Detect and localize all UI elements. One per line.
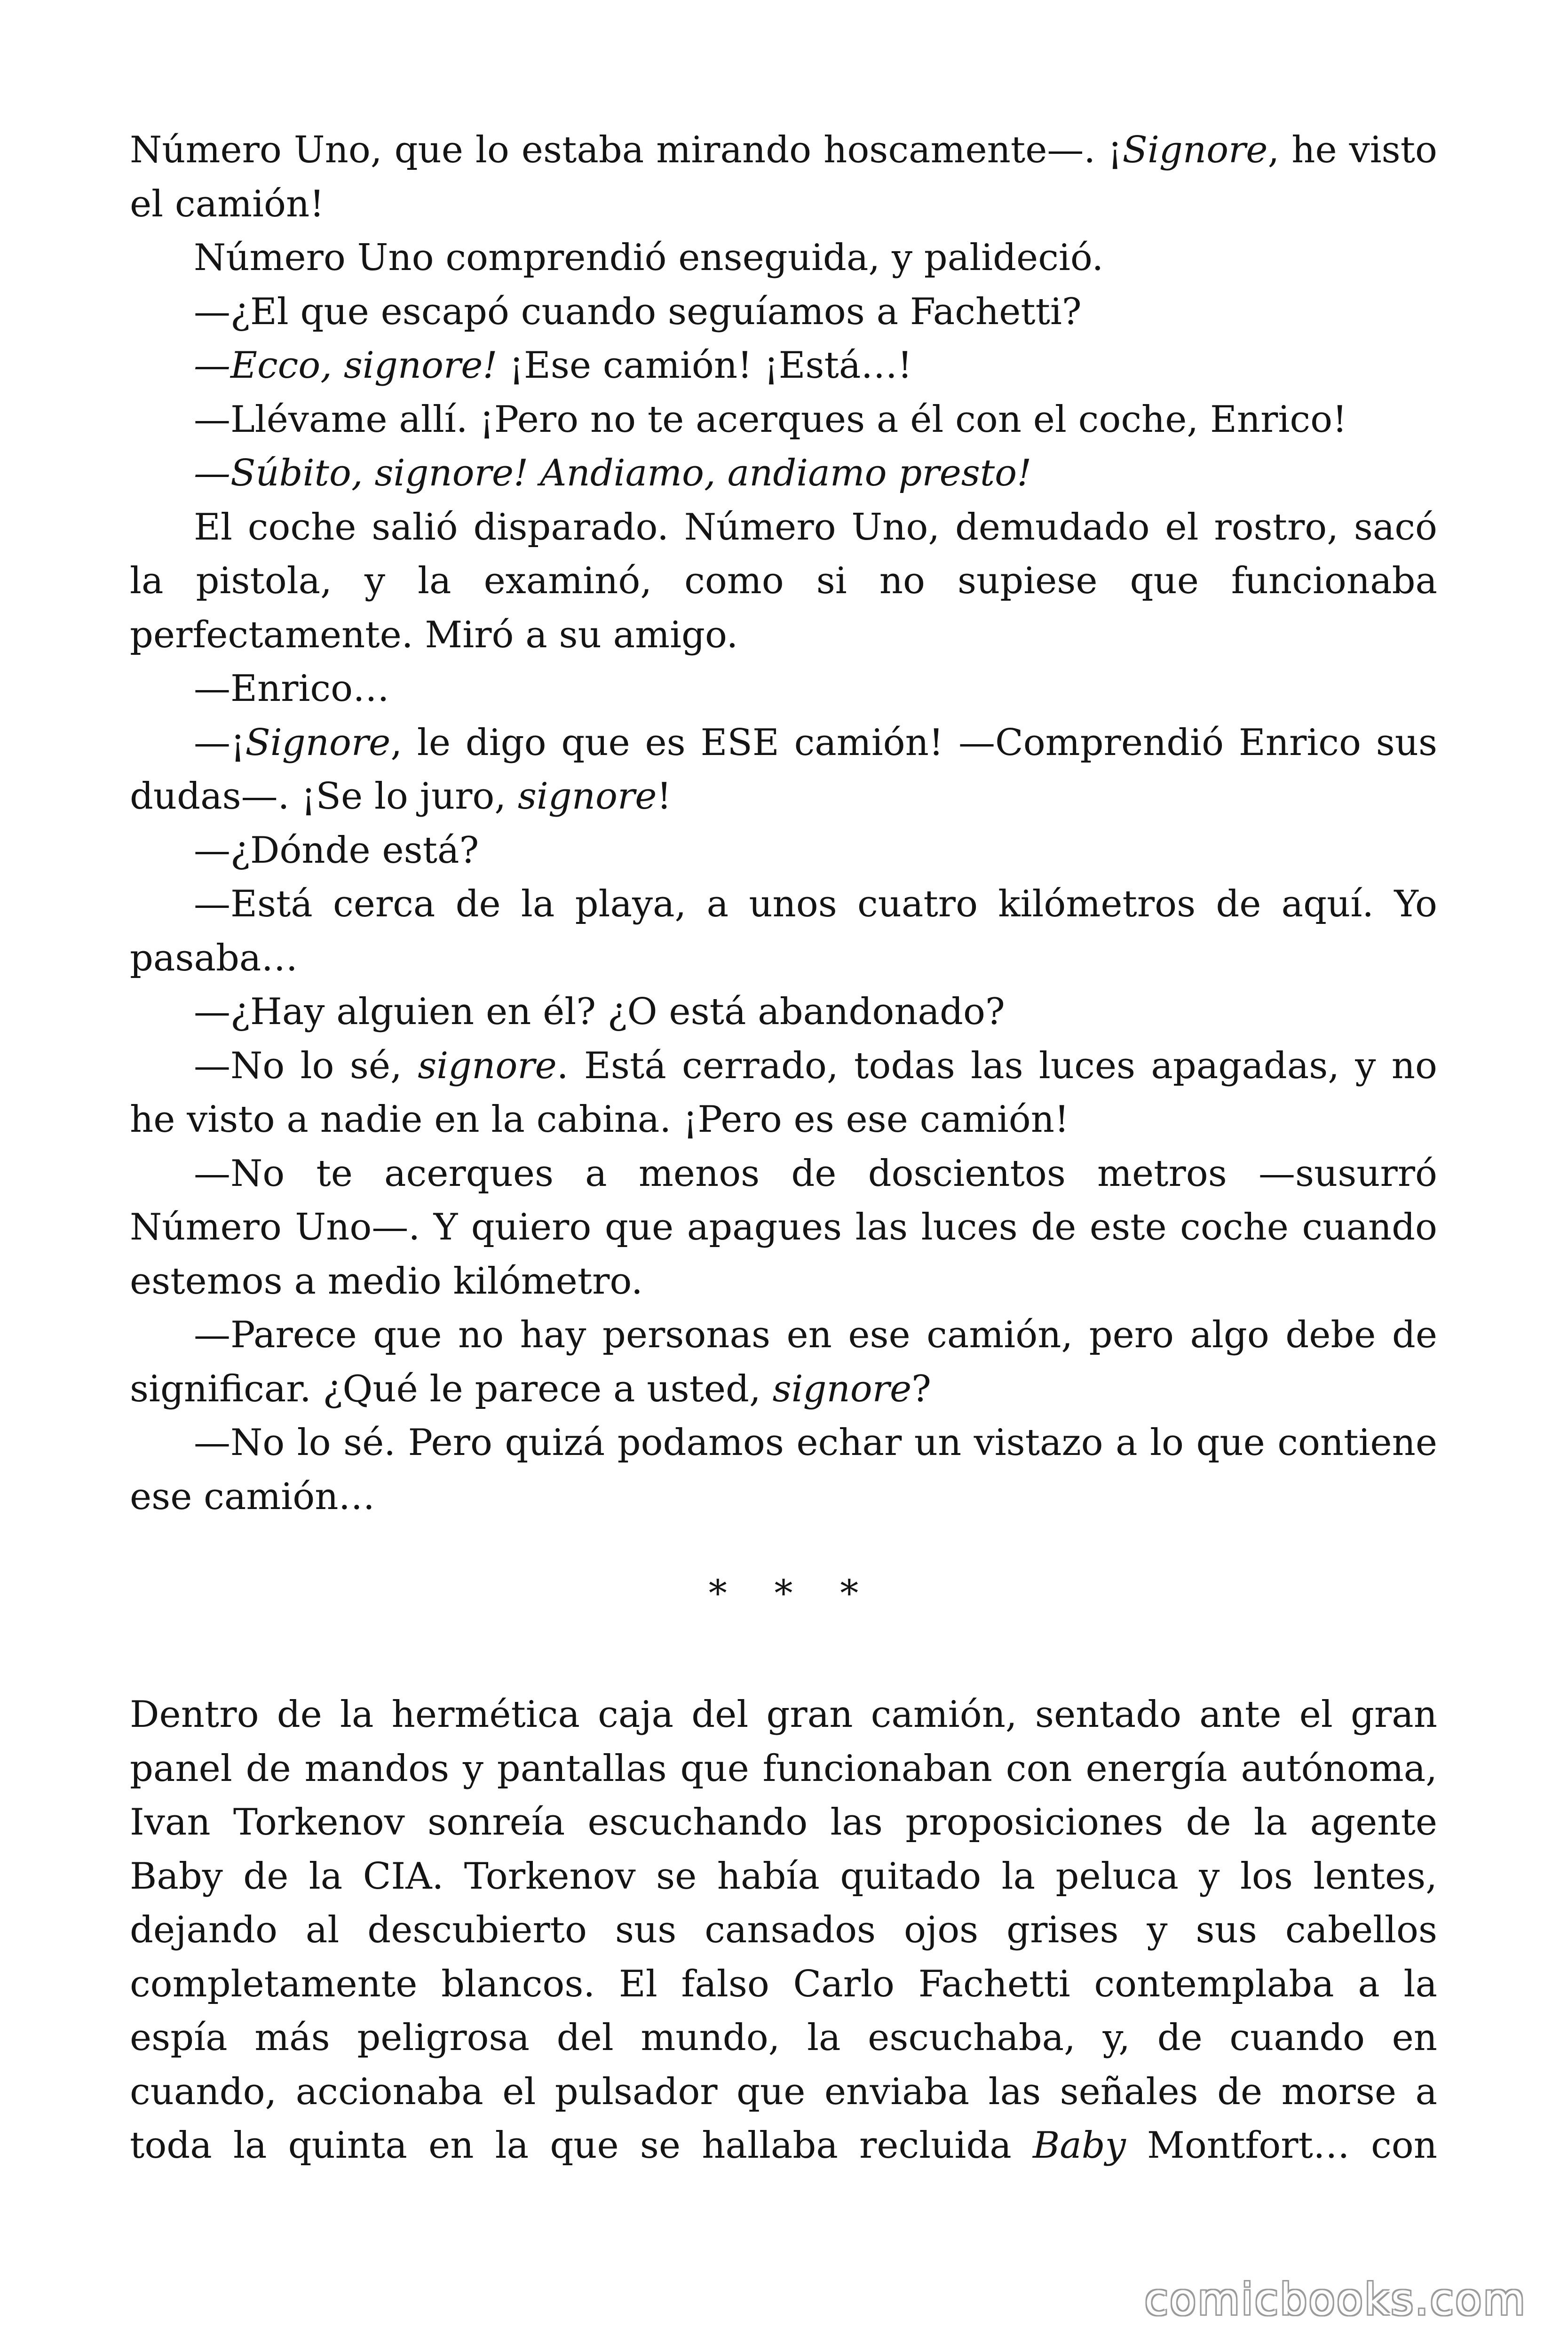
- watermark: comicbooks.com: [1144, 2274, 1527, 2325]
- paragraph: —No lo sé. Pero quizá podamos echar un vistazo a lo que contiene ese camión…: [130, 1422, 1437, 1518]
- paragraph: —Parece que no hay personas en ese camión, pero algo debe de significar. ¿Qué le parece a usted, signore?: [130, 1314, 1437, 1410]
- paragraph: —¿Dónde está?: [194, 829, 479, 872]
- paragraph: —No te acerques a menos de doscientos metros —susurró Número Uno—. Y quiero que apagues las luces de este coche cuando estemos a medio kilómetro.: [130, 1152, 1437, 1303]
- section-separator: * * *: [708, 1573, 877, 1615]
- spacer: [130, 1621, 1437, 1688]
- paragraph: —¿El que escapó cuando seguíamos a Fachetti?: [194, 290, 1082, 333]
- paragraph: —¡Signore, le digo que es ESE camión! —Comprendió Enrico sus dudas—. ¡Se lo juro, signore!: [130, 721, 1437, 818]
- paragraph: Número Uno, que lo estaba mirando hoscamente—. ¡Signore, he visto el camión!: [130, 129, 1438, 225]
- paragraph: —Súbito, signore! Andiamo, andiamo presto!: [194, 452, 1032, 494]
- paragraph: —¿Hay alguien en él? ¿O está abandonado?: [194, 991, 1005, 1033]
- paragraph: —Llévame allí. ¡Pero no te acerques a él con el coche, Enrico!: [194, 398, 1347, 441]
- paragraph: Número Uno comprendió enseguida, y palideció.: [194, 237, 1104, 279]
- paragraph: —Está cerca de la playa, a unos cuatro kilómetros de aquí. Yo pasaba…: [130, 883, 1437, 979]
- paragraph: Dentro de la hermética caja del gran camión, sentado ante el gran panel de mandos y pantallas que funcionaban con energía autónoma, Ivan Torkenov sonreía escuchando las proposiciones de la agente Baby de la CIA. Torkenov se había quitado la peluca y los lentes, dejando al descubierto sus cansados ojos grises y sus cabellos completamente blancos. El falso Carlo Fachetti contemplaba a la espía más peligrosa del mundo, la escuchaba, y, de cuando en cuando, accionaba el pulsador que enviaba las señales de morse a toda la quinta en la que se hallaba recluida Baby Montfort… con: [130, 1693, 1437, 2167]
- paragraph: —Ecco, signore! ¡Ese camión! ¡Está…!: [194, 344, 912, 387]
- paragraph: —No lo sé, signore. Está cerrado, todas las luces apagadas, y no he visto a nadie en la cabina. ¡Pero es ese camión!: [130, 1044, 1438, 1141]
- spacer: [130, 1524, 1437, 1567]
- paragraph: El coche salió disparado. Número Uno, demudado el rostro, sacó la pistola, y la examinó, como si no supiese que funcionaba perfectamente. Miró a su amigo.: [130, 506, 1437, 656]
- paragraph: —Enrico…: [194, 667, 390, 710]
- book-page: [130, 123, 1437, 2173]
